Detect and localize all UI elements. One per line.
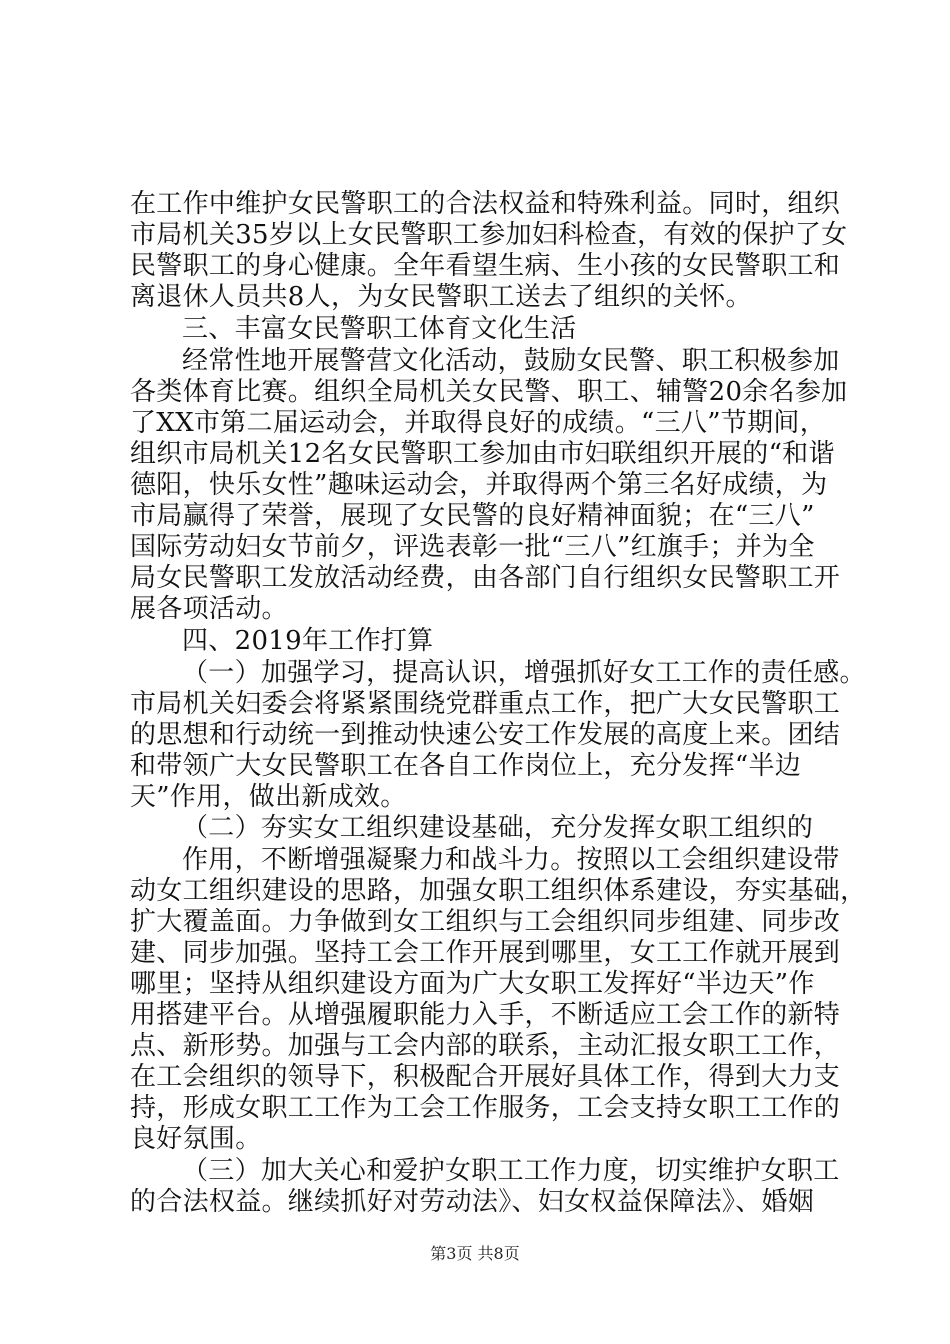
text-line: 天”作用，做出新成效。 [130, 782, 407, 812]
text-line: 市局机关35岁以上女民警职工参加妇科检查，有效的保护了女 [130, 220, 848, 250]
text-line: 国际劳动妇女节前夕，评选表彰一批“三八”红旗手；并为全 [130, 532, 815, 562]
text-line: 局女民警职工发放活动经费，由各部门自行组织女民警职工开 [130, 563, 841, 593]
text-line: 和带领广大女民警职工在各自工作岗位上，充分发挥“半边 [130, 751, 802, 781]
text-line: 德阳，快乐女性”趣味运动会，并取得两个第三名好成绩，为 [130, 470, 828, 500]
text-line: 市局赢得了荣誉，展现了女民警的良好精神面貌；在“三八” [130, 501, 815, 531]
text-line: 点、新形势。加强与工会内部的联系，主动汇报女职工工作， [130, 1031, 841, 1061]
text-line: 离退休人员共8人，为女民警职工送去了组织的关怀。 [130, 282, 752, 312]
text-line: 扩大覆盖面。力争做到女工组织与工会组织同步组建、同步改 [130, 907, 841, 937]
subsection-heading-two: （二）夯实女工组织建设基础，充分发挥女职工组织的 [182, 813, 814, 843]
text-line: 持，形成女职工工作为工会工作服务，工会支持女职工工作的 [130, 1093, 841, 1123]
text-line: 民警职工的身心健康。全年看望生病、生小孩的女民警职工和 [130, 251, 841, 281]
text-line: 良好氛围。 [130, 1124, 262, 1154]
text-line: 了XX市第二届运动会，并取得良好的成绩。“三八”节期间， [130, 408, 827, 438]
text-line: 在工作中维护女民警职工的合法权益和特殊利益。同时，组织 [130, 189, 841, 219]
text-line: 动女工组织建设的思路，加强女职工组织体系建设，夯实基础， [130, 876, 867, 906]
section-heading-three: 三、丰富女民警职工体育文化生活 [182, 314, 577, 344]
text-line: 哪里；坚持从组织建设方面为广大女职工发挥好“半边天”作 [130, 969, 815, 999]
text-line: 用搭建平台。从增强履职能力入手，不断适应工会工作的新特 [130, 1000, 841, 1030]
text-line: 的思想和行动统一到推动快速公安工作发展的高度上来。团结 [130, 720, 841, 750]
page-footer: 第3页 共8页 [430, 1244, 520, 1263]
subsection-heading-three: （三）加大关心和爱护女职工工作力度，切实维护女职工 [182, 1156, 840, 1186]
text-line: 展各项活动。 [130, 594, 288, 624]
text-line: 经常性地开展警营文化活动，鼓励女民警、职工积极参加 [182, 346, 840, 376]
text-line: 建、同步加强。坚持工会工作开展到哪里，女工工作就开展到 [130, 938, 841, 968]
text-line: 在工会组织的领导下，积极配合开展好具体工作，得到大力支 [130, 1062, 841, 1092]
text-line: 作用，不断增强凝聚力和战斗力。按照以工会组织建设带 [182, 845, 840, 875]
text-line: 的合法权益。继续抓好对劳动法》、妇女权益保障法》、婚姻 [130, 1187, 815, 1217]
text-line: 组织市局机关12名女民警职工参加由市妇联组织开展的“和谐 [130, 439, 835, 469]
subsection-heading-one: （一）加强学习，提高认识，增强抓好女工工作的责任感。 [182, 658, 866, 688]
text-line: 各类体育比赛。组织全局机关女民警、职工、辅警20余名参加 [130, 377, 848, 407]
text-line: 市局机关妇委会将紧紧围绕党群重点工作，把广大女民警职工 [130, 689, 841, 719]
section-heading-four: 四、2019年工作打算 [182, 626, 434, 656]
